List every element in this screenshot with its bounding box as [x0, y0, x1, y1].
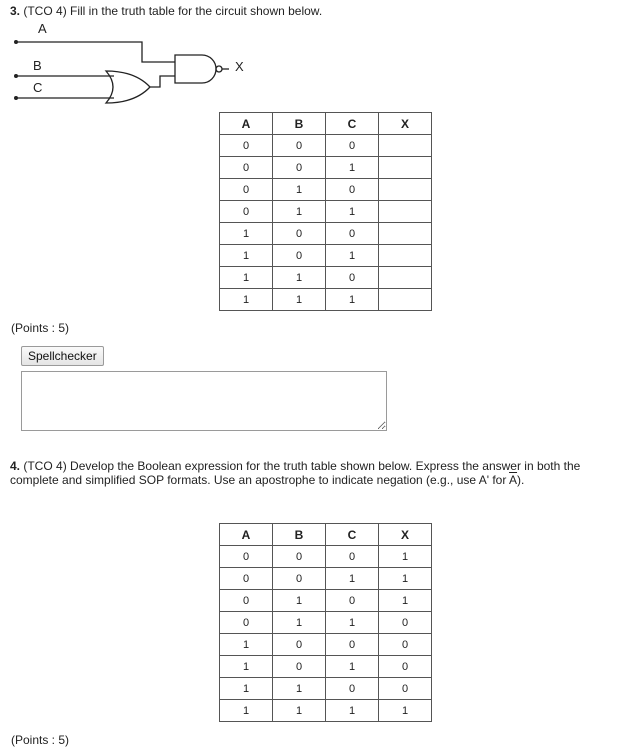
table-row: [220, 656, 432, 678]
question-4-text: (TCO 4) Develop the Boolean expression for the truth table shown below. Express the answer in both the complete and simplified SOP formats. Use an apostrophe to indicate negation (e.g., use A' for: [10, 459, 581, 487]
table-header-row: [220, 113, 432, 135]
table-cell-x: [379, 289, 432, 311]
circuit-label-x: X: [235, 59, 244, 74]
table-cell: 0: [273, 634, 326, 656]
table-cell-x: 0: [379, 656, 432, 678]
question-3-points: (Points : 5): [11, 321, 70, 335]
table-cell: 0: [326, 135, 379, 157]
table-cell: 0: [220, 568, 273, 590]
logic-circuit-diagram: [0, 18, 260, 108]
table-cell: 1: [220, 289, 273, 311]
table-cell-x: 1: [379, 590, 432, 612]
table-row: [220, 678, 432, 700]
table-cell: 1: [273, 201, 326, 223]
table-cell: 1: [273, 700, 326, 722]
table-cell: 1: [326, 568, 379, 590]
table-cell: 1: [326, 157, 379, 179]
question-3-text: (TCO 4) Fill in the truth table for the circuit shown below.: [23, 4, 323, 18]
table-cell: 1: [273, 612, 326, 634]
table-cell: 1: [220, 678, 273, 700]
table-cell: 0: [220, 201, 273, 223]
table-cell: 0: [220, 157, 273, 179]
table-cell: 0: [273, 546, 326, 568]
table-cell: 1: [326, 201, 379, 223]
table-row: [220, 223, 432, 245]
table-cell: 1: [326, 656, 379, 678]
table-cell: 0: [326, 634, 379, 656]
table-cell: 1: [326, 289, 379, 311]
circuit-label-c: C: [33, 80, 43, 95]
table-row: [220, 289, 432, 311]
table-cell: 0: [220, 590, 273, 612]
table-row: [220, 201, 432, 223]
table-row: [220, 612, 432, 634]
table-cell: 0: [326, 267, 379, 289]
table-cell: 1: [220, 223, 273, 245]
table-cell: 1: [273, 590, 326, 612]
table-cell: 0: [326, 678, 379, 700]
column-header: X: [379, 113, 432, 135]
table-cell-x: [379, 179, 432, 201]
table-cell: 0: [273, 157, 326, 179]
table-cell: 1: [220, 634, 273, 656]
table-cell: 1: [273, 678, 326, 700]
table-cell: 1: [273, 267, 326, 289]
nand-bubble: [216, 66, 222, 72]
column-header: C: [326, 113, 379, 135]
table-cell: 0: [273, 135, 326, 157]
table-row: [220, 590, 432, 612]
table-cell: 0: [273, 568, 326, 590]
table-row: [220, 179, 432, 201]
table-cell: 0: [326, 546, 379, 568]
table-cell: 1: [326, 245, 379, 267]
table-cell: 1: [326, 612, 379, 634]
table-cell: 0: [273, 245, 326, 267]
answer-textarea[interactable]: [21, 371, 387, 431]
table-cell: 1: [273, 179, 326, 201]
table-cell-x: [379, 157, 432, 179]
nand-gate: [175, 55, 216, 83]
table-cell-x: [379, 201, 432, 223]
truth-table-q3: [219, 112, 432, 311]
question-4-text-end: ).: [517, 473, 525, 487]
table-cell-x: 0: [379, 612, 432, 634]
table-cell: 0: [220, 612, 273, 634]
table-cell-x: [379, 267, 432, 289]
question-3-heading: [10, 4, 322, 18]
table-cell-x: 1: [379, 700, 432, 722]
table-cell: 0: [326, 223, 379, 245]
column-header: B: [273, 524, 326, 546]
table-cell: 0: [220, 546, 273, 568]
table-row: [220, 157, 432, 179]
table-cell: 1: [220, 656, 273, 678]
table-row: [220, 634, 432, 656]
table-cell: 1: [220, 245, 273, 267]
table-row: [220, 245, 432, 267]
column-header: X: [379, 524, 432, 546]
table-cell: 1: [326, 700, 379, 722]
column-header: A: [220, 113, 273, 135]
table-cell: 0: [220, 135, 273, 157]
table-cell-x: 0: [379, 634, 432, 656]
table-row: [220, 700, 432, 722]
table-row: [220, 546, 432, 568]
column-header: A: [220, 524, 273, 546]
table-row: [220, 568, 432, 590]
table-cell: 1: [220, 267, 273, 289]
table-row: [220, 267, 432, 289]
table-cell: 1: [220, 700, 273, 722]
question-4-number: 4.: [10, 459, 21, 473]
spellchecker-button[interactable]: Spellchecker: [21, 346, 104, 366]
table-cell: 1: [273, 289, 326, 311]
table-header-row: [220, 524, 432, 546]
table-row: [220, 135, 432, 157]
truth-table-q4: [219, 523, 432, 722]
table-cell-x: [379, 135, 432, 157]
table-cell: 0: [273, 223, 326, 245]
table-cell-x: [379, 223, 432, 245]
question-3-number: 3.: [10, 4, 21, 18]
table-cell-x: 1: [379, 568, 432, 590]
column-header: B: [273, 113, 326, 135]
table-cell: 0: [220, 179, 273, 201]
circuit-label-b: B: [33, 58, 42, 73]
table-cell: 0: [326, 179, 379, 201]
wire-or-to-nand: [150, 76, 175, 87]
table-cell-x: 0: [379, 678, 432, 700]
circuit-label-a: A: [38, 21, 47, 36]
negation-example: $\overline{A}$: [509, 473, 518, 487]
table-cell: 0: [273, 656, 326, 678]
question-4-points: (Points : 5): [11, 733, 70, 747]
question-4-heading: [10, 459, 610, 487]
table-cell-x: 1: [379, 546, 432, 568]
table-cell-x: [379, 245, 432, 267]
table-cell: 0: [326, 590, 379, 612]
column-header: C: [326, 524, 379, 546]
